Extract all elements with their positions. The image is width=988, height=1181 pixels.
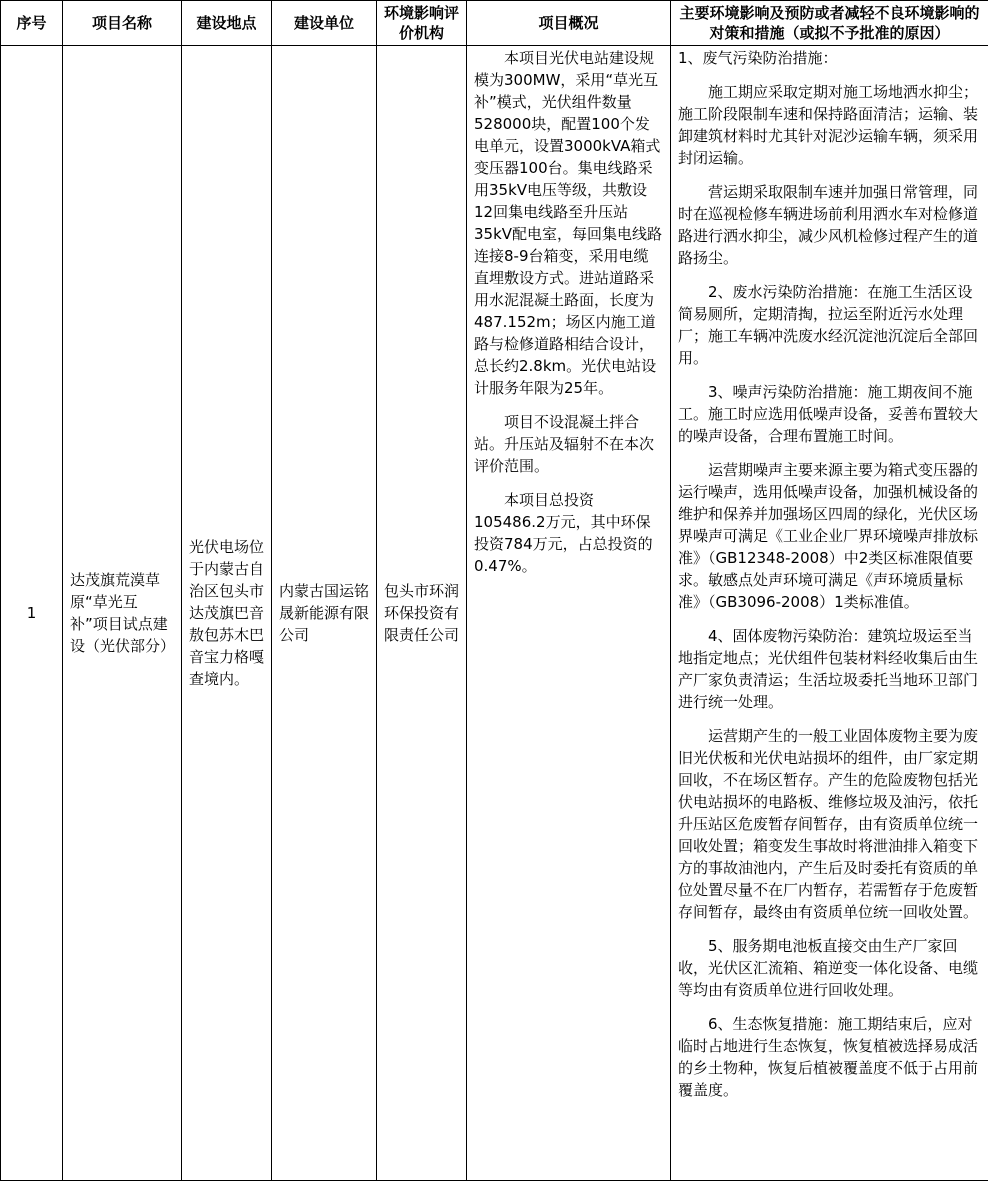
cell-eia-org: 包头市环润环保投资有限责任公司 <box>377 46 467 1181</box>
cell-project-name: 达茂旗荒漠草原“草光互补”项目试点建设（光伏部分） <box>63 46 182 1181</box>
overview-paragraph: 本项目光伏电站建设规模为300MW，采用“草光互补”模式，光伏组件数量528000块，配置100个发电单元，设置3000kVA箱式变压器100台。集电线路采用35kV电压等级，共敷设12回集电线路至升压站35kV配电室，每回集电线路连接8-9台箱变，采用电缆直埋敷设方式。进站道路采用水泥混凝土路面，长度为487.152m；场区内施工道路与检修道路相结合设计，总长约2.8km。光伏电站设计服务年限为25年。 <box>474 49 663 397</box>
measures-paragraph: 2、废水污染防治措施：在施工生活区设简易厕所，定期清掏，拉运至附近污水处理厂；施工车辆冲洗废水经沉淀池沉淀后全部回用。 <box>678 283 979 367</box>
header-builder: 建设单位 <box>272 1 377 46</box>
cell-seq: 1 <box>1 46 63 1181</box>
measures-paragraph: 3、噪声污染防治措施：施工期夜间不施工。施工时应选用低噪声设备，妥善布置较大的噪声设备，合理布置施工时间。 <box>678 383 979 445</box>
header-eia-org: 环境影响评价机构 <box>377 1 467 46</box>
header-project-name: 项目名称 <box>63 1 182 46</box>
measures-paragraph: 施工期应采取定期对施工场地洒水抑尘；施工阶段限制车速和保持路面清洁；运输、装卸建筑材料时尤其针对泥沙运输车辆，须采用封闭运输。 <box>678 83 979 167</box>
measures-paragraph: 运营期噪声主要来源主要为箱式变压器的运行噪声，选用低噪声设备，加强机械设备的维护和保养并加强场区四周的绿化，光伏区场界噪声可满足《工业企业厂界环境噪声排放标准》（GB12348-2008）中2类区标准限值要求。敏感点处声环境可满足《声环境质量标准》（GB3096-2008）1类标准值。 <box>678 461 979 611</box>
cell-measures <box>671 46 988 1181</box>
overview-paragraph: 项目不设混凝土拌合站。升压站及辐射不在本次评价范围。 <box>474 413 655 475</box>
measures-heading: 1、废气污染防治措施： <box>678 49 838 67</box>
cell-builder: 内蒙古国运铭晟新能源有限公司 <box>272 46 377 1181</box>
header-measures: 主要环境影响及预防或者减轻不良环境影响的对策和措施（或拟不予批准的原因） <box>671 1 988 46</box>
header-overview: 项目概况 <box>467 1 671 46</box>
measures-paragraph: 4、固体废物污染防治：建筑垃圾运至当地指定地点；光伏组件包装材料经收集后由生产厂家负责清运；生活垃圾委托当地环卫部门进行统一处理。 <box>678 627 979 711</box>
measures-paragraph: 运营期产生的一般工业固体废物主要为废旧光伏板和光伏电站损坏的组件，由厂家定期回收，不在场区暂存。产生的危险废物包括光伏电站损坏的电路板、维修垃圾及油污，依托升压站区危废暂存间暂存，由有资质单位统一回收处置；箱变发生事故时将泄油排入箱变下方的事故油池内，产生后及时委托有资质的单位处置尽量不在厂内暂存，若需暂存于危废暂存间暂存，最终由有资质单位统一回收处置。 <box>678 727 979 921</box>
table-row <box>1 46 988 1181</box>
header-seq: 序号 <box>1 1 63 46</box>
header-row <box>1 1 988 46</box>
header-location: 建设地点 <box>182 1 272 46</box>
measures-paragraph: 6、生态恢复措施：施工期结束后，应对临时占地进行生态恢复，恢复植被选择易成活的乡土物种，恢复后植被覆盖度不低于占用前覆盖度。 <box>678 1015 979 1099</box>
cell-location: 光伏电场位于内蒙古自治区包头市达茂旗巴音敖包苏木巴音宝力格嘎查境内。 <box>182 46 272 1181</box>
measures-paragraph: 5、服务期电池板直接交由生产厂家回收，光伏区汇流箱、箱逆变一体化设备、电缆等均由有资质单位进行回收处理。 <box>678 937 979 999</box>
overview-paragraph: 本项目总投资105486.2万元，其中环保投资784万元，占总投资的0.47%。 <box>474 491 653 575</box>
cell-overview <box>467 46 671 1181</box>
measures-paragraph: 营运期采取限制车速并加强日常管理，同时在巡视检修车辆进场前利用洒水车对检修道路进行洒水抑尘，减少风机检修过程产生的道路扬尘。 <box>678 183 979 267</box>
